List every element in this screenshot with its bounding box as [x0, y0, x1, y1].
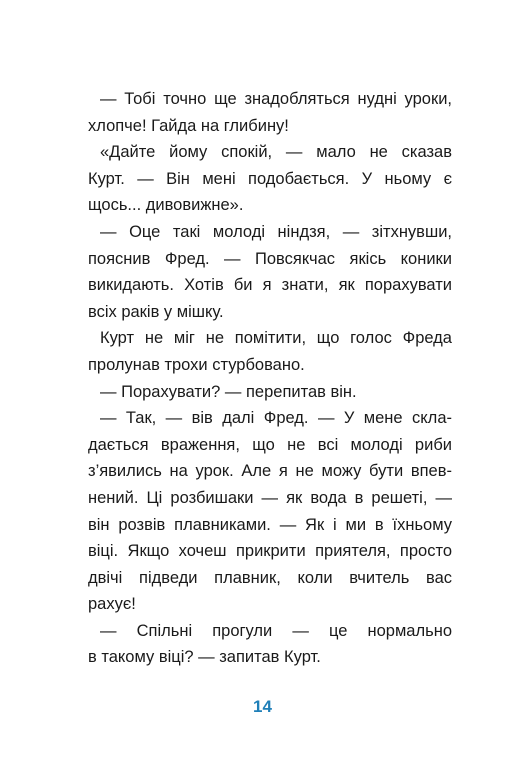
text-line: — Так, — вів далі Фред. — У мене скла- [100, 409, 452, 428]
text-line: — Порахувати? — перепитав він. [100, 382, 357, 401]
text-line: — Спільні прогули — це нормально [100, 621, 452, 640]
text-line: викидають. Хотів би я знати, як порахувати [88, 276, 452, 295]
paragraph [88, 405, 452, 618]
text-line: — Оце такі молоді ніндзя, — зітхнувши, [100, 222, 452, 241]
text-line: Курт. — Він мені подобається. У ньому є [88, 169, 452, 188]
text-line: він розвів плавниками. — Як і ми в їхньому [88, 515, 452, 534]
text-line: щось... дивовижне». [88, 196, 244, 215]
paragraph [88, 325, 452, 378]
body-text [88, 86, 452, 671]
text-line: двічі підведи плавник, коли вчитель вас [88, 568, 452, 587]
text-line: в такому віці? — запитав Курт. [88, 648, 321, 667]
text-line: всіх раків у мішку. [88, 302, 224, 321]
paragraph [88, 86, 452, 139]
paragraph [88, 139, 452, 219]
text-line: хлопче! Гайда на глибину! [88, 116, 289, 135]
text-line: пролунав трохи стурбовано. [88, 355, 305, 374]
paragraph [88, 219, 452, 325]
text-line: з’явились на урок. Але я не можу бути впев- [88, 462, 452, 481]
text-line: — Тобі точно ще знадобляться нудні уроки, [100, 90, 452, 108]
text-line: пояснив Фред. — Повсякчас якісь коники [88, 249, 452, 268]
text-line: віці. Якщо хочеш прикрити приятеля, просто [88, 542, 452, 561]
text-line: рахує! [88, 595, 136, 614]
page-number: 14 [253, 697, 272, 716]
text-line: «Дайте йому спокій, — мало не сказав [100, 143, 452, 162]
text-line: Курт не міг не помітити, що голос Фреда [100, 329, 452, 348]
paragraph [88, 618, 452, 671]
text-line: дається враження, що не всі молоді риби [88, 435, 452, 454]
text-line: нений. Ці розбишаки — як вода в решеті, — [88, 488, 452, 507]
paragraph [88, 379, 452, 406]
